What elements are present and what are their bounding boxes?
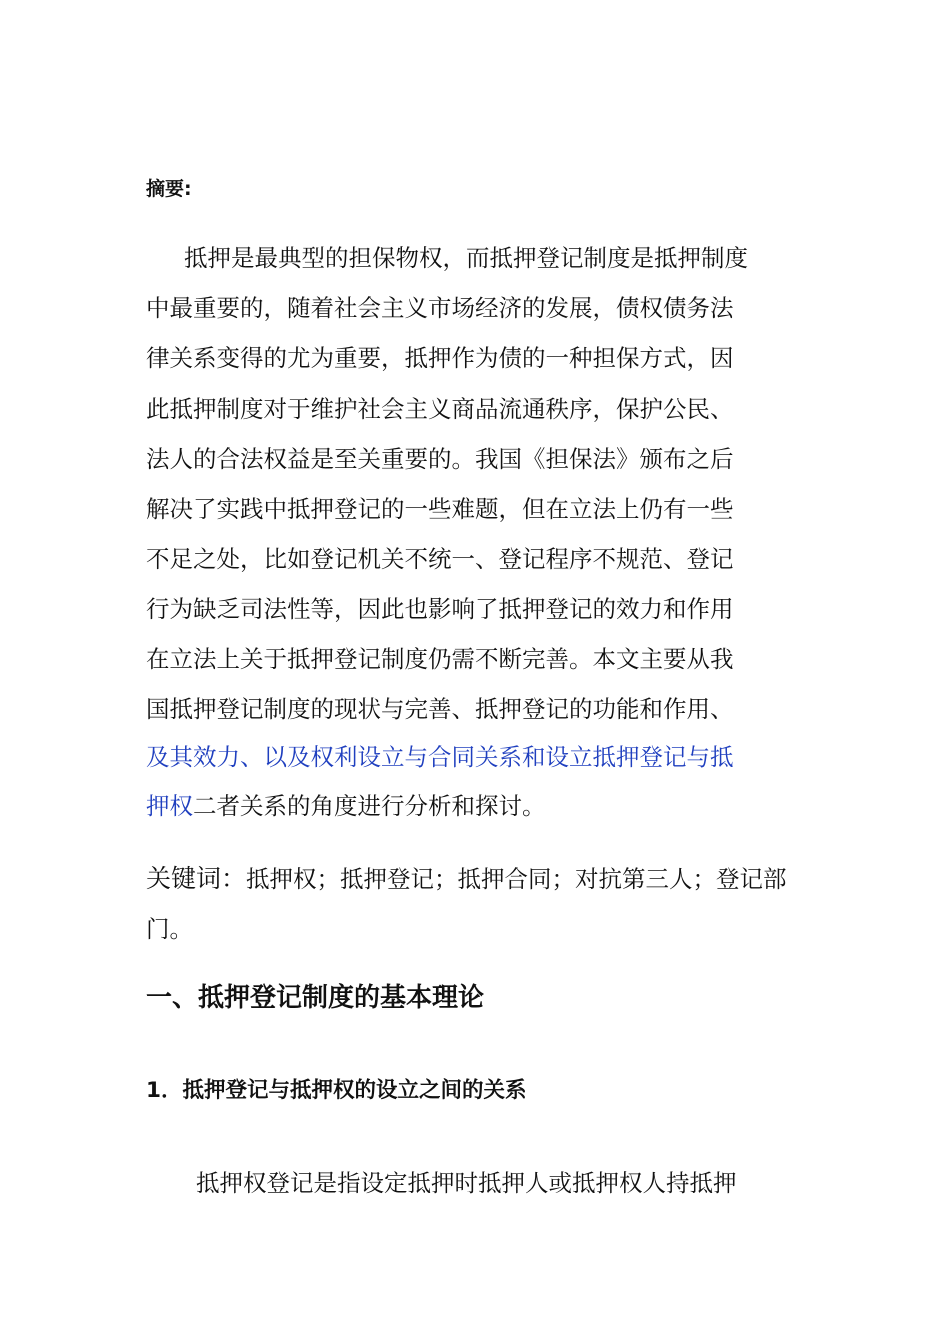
abstract-line: 行为缺乏司法性等，因此也影响了抵押登记的效力和作用 bbox=[146, 595, 734, 623]
abstract-label: 摘要: bbox=[146, 178, 192, 200]
abstract-line: 此抵押制度对于维护社会主义商品流通秩序，保护公民、 bbox=[146, 395, 734, 423]
keywords-label: 关键词： bbox=[146, 864, 247, 893]
keywords-text: 抵押权；抵押登记；抵押合同；对抗第三人；登记部门。 bbox=[146, 865, 787, 943]
abstract-line-rest: 二者关系的角度进行分析和探讨。 bbox=[193, 792, 546, 820]
abstract-line: 国抵押登记制度的现状与完善、抵押登记的功能和作用、 bbox=[146, 695, 734, 723]
abstract-line-highlighted: 及其效力、以及权利设立与合同关系和设立抵押登记与抵 bbox=[146, 743, 734, 771]
abstract-line: 律关系变得的尤为重要，抵押作为债的一种担保方式，因 bbox=[146, 344, 734, 372]
abstract-line: 抵押是最典型的担保物权，而抵押登记制度是抵押制度 bbox=[184, 244, 748, 272]
abstract-line: 中最重要的，随着社会主义市场经济的发展，债权债务法 bbox=[146, 294, 734, 322]
section-heading: 一、抵押登记制度的基本理论 bbox=[146, 983, 485, 1013]
abstract-line: 不足之处，比如登记机关不统一、登记程序不规范、登记 bbox=[146, 545, 734, 573]
highlighted-term: 押权 bbox=[146, 792, 193, 820]
keywords bbox=[146, 854, 816, 954]
body-paragraph-line: 抵押权登记是指设定抵押时抵押人或抵押权人持抵押 bbox=[196, 1169, 737, 1197]
abstract-line: 在立法上关于抵押登记制度仍需不断完善。本文主要从我 bbox=[146, 645, 734, 673]
abstract-last-line bbox=[146, 781, 546, 831]
abstract-line: 解决了实践中抵押登记的一些难题，但在立法上仍有一些 bbox=[146, 495, 734, 523]
abstract-line: 法人的合法权益是至关重要的。我国《担保法》颁布之后 bbox=[146, 445, 734, 473]
subsection-heading: 1．抵押登记与抵押权的设立之间的关系 bbox=[146, 1078, 527, 1103]
